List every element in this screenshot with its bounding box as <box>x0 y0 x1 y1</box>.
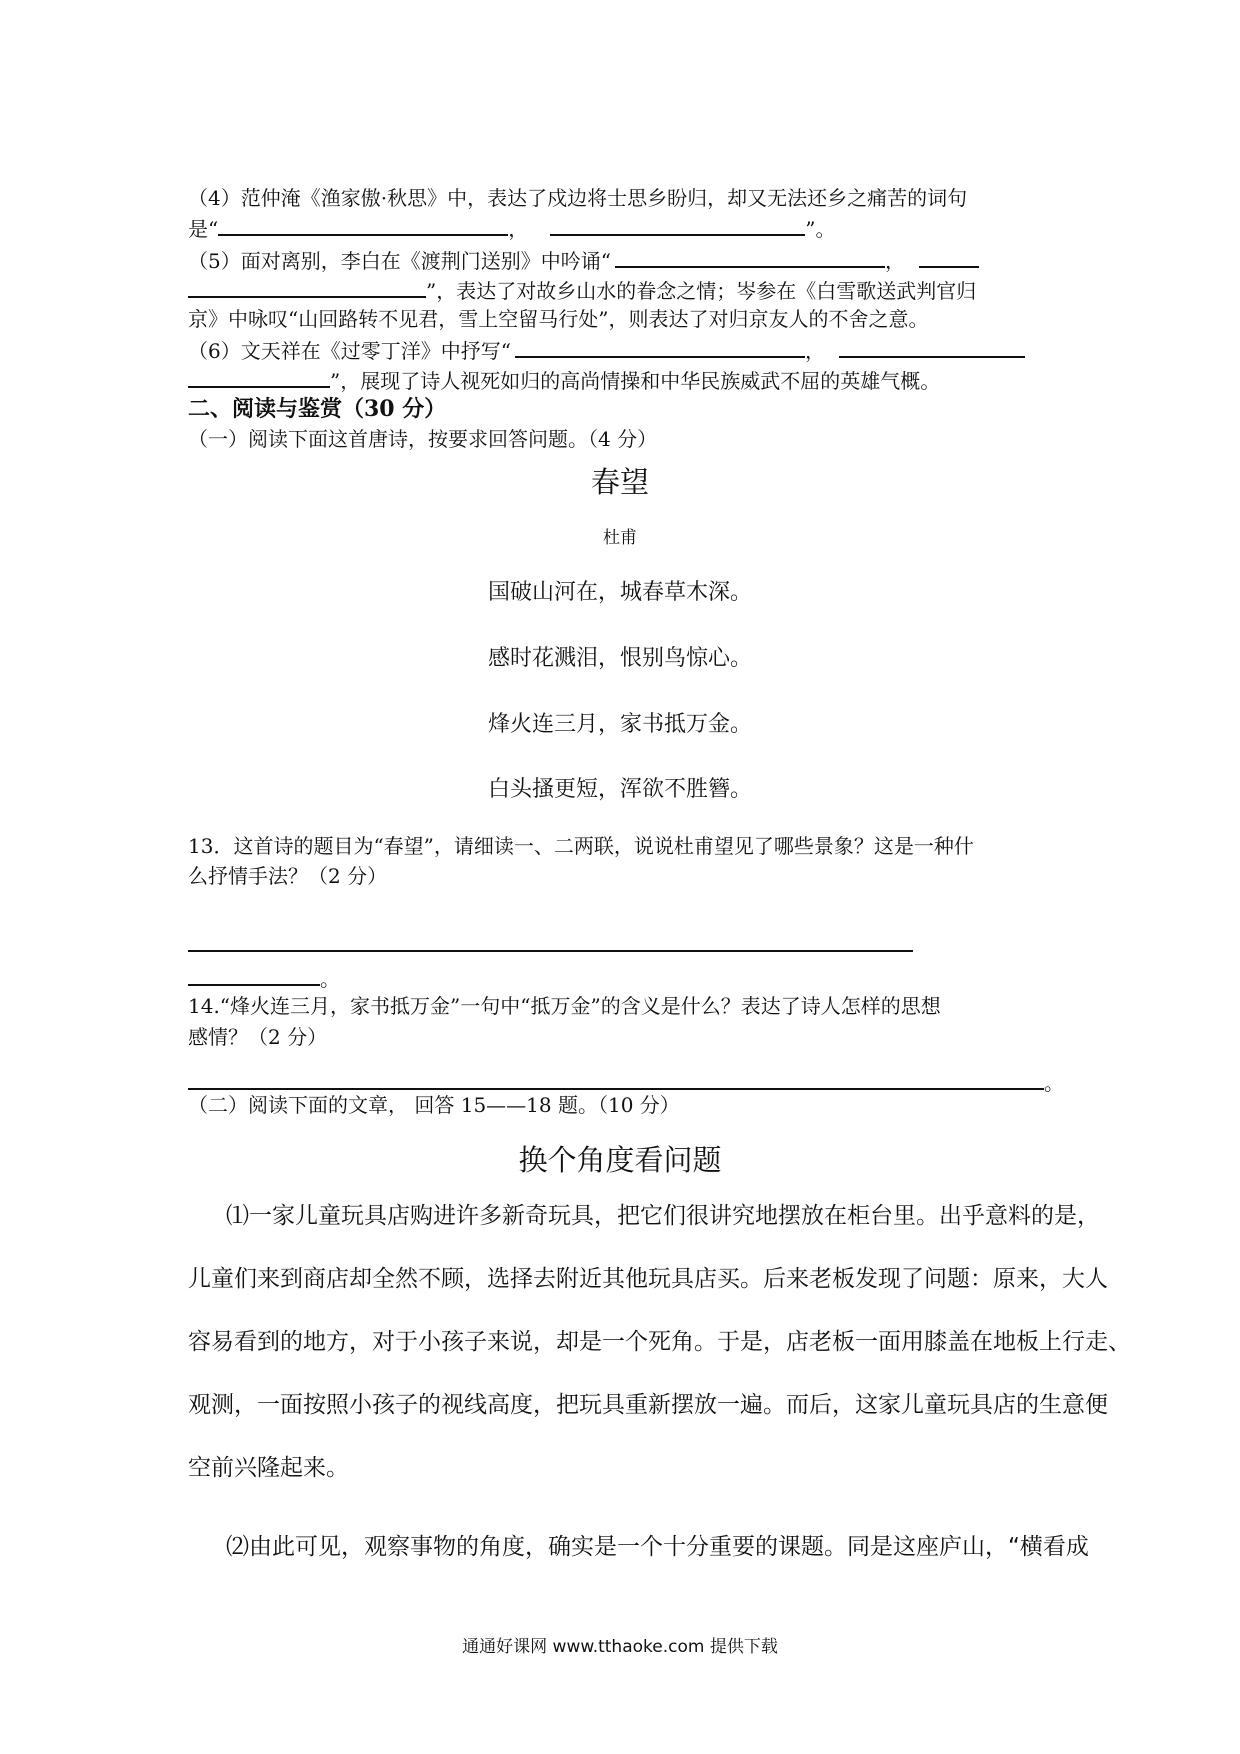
q5-line2 <box>188 274 976 306</box>
poem-line-2: 感时花溅泪，恨别鸟惊心。 <box>487 646 752 671</box>
article-title: 换个角度看问题 <box>518 1143 722 1177</box>
part2-heading: （二）阅读下面的文章， 回答 15——18 题。（10 分） <box>188 1093 680 1117</box>
q4-blank-1[interactable] <box>218 212 508 236</box>
poem-line-3: 烽火连三月，家书抵万金。 <box>487 712 752 737</box>
q13-answer-line-1[interactable] <box>188 950 913 952</box>
q5-comma: ， <box>884 249 905 273</box>
q13-answer-row-2 <box>188 962 340 994</box>
poem-line-1: 国破山河在，城春草木深。 <box>487 580 752 605</box>
q13-end: 。 <box>320 967 340 991</box>
article-line-1: ⑴一家儿童玩具店购进许多新奇玩具，把它们很讲究地摆放在柜台里。出乎意料的是， <box>226 1203 1100 1229</box>
q6-blank-2a[interactable] <box>839 334 1025 358</box>
part1-heading: （一）阅读下面这首唐诗，按要求回答问题。（4 分） <box>188 427 658 451</box>
q13-line1: 13．这首诗的题目为“春望”，请细读一、二两联，说说杜甫望见了哪些景象？这是一种什 <box>188 834 974 858</box>
q13-answer-line-2[interactable] <box>188 962 320 986</box>
q4-blank-2[interactable] <box>550 212 805 236</box>
q6-blank-2b[interactable] <box>188 364 330 388</box>
section2-heading: 二、阅读与鉴赏（30 分） <box>188 396 447 422</box>
q5-line1 <box>188 244 979 276</box>
poem-author: 杜甫 <box>603 528 637 548</box>
q6-blank-1[interactable] <box>515 334 805 358</box>
q13-line2: 么抒情手法？（2 分） <box>188 864 388 888</box>
poem-title: 春望 <box>590 465 649 499</box>
q6-suffix: ”，展现了诗人视死如归的高尚情操和中华民族威武不屈的英雄气概。 <box>330 369 941 393</box>
q14-line2: 感情？（2 分） <box>188 1025 328 1049</box>
q4-suffix: ”。 <box>805 217 836 241</box>
q5-blank-2b[interactable] <box>188 274 426 298</box>
q6-line1 <box>188 334 1025 366</box>
q5-suffix: ”，表达了对故乡山水的眷念之情；岑参在《白雪歌送武判官归 <box>426 279 977 303</box>
q6-line2 <box>188 364 940 396</box>
q5-line3: 京》中咏叹“山回路转不见君，雪上空留马行处”，则表达了对归京友人的不舍之意。 <box>188 307 929 331</box>
q4-comma: ， <box>508 217 529 241</box>
q5-prefix: （5）面对离别，李白在《渡荆门送别》中吟诵“ <box>188 249 611 273</box>
article-line-6: ⑵由此可见，观察事物的角度，确实是一个十分重要的课题。同是这座庐山，“横看成 <box>226 1534 1089 1560</box>
q6-comma: ， <box>804 339 825 363</box>
poem-line-4: 白头搔更短，浑欲不胜簪。 <box>487 777 752 802</box>
article-line-3: 容易看到的地方，对于小孩子来说，却是一个死角。于是，店老板一面用膝盖在地板上行走、 <box>188 1329 1131 1355</box>
article-line-5: 空前兴隆起来。 <box>188 1455 349 1481</box>
q14-line1: 14.“烽火连三月，家书抵万金”一句中“抵万金”的含义是什么？表达了诗人怎样的思想 <box>188 994 941 1018</box>
article-line-4: 观测，一面按照小孩子的视线高度，把玩具重新摆放一遍。而后，这家儿童玩具店的生意便 <box>188 1392 1108 1418</box>
q4-line1: （4）范仲淹《渔家傲·秋思》中，表达了戍边将士思乡盼归，却又无法还乡之痛苦的词句 <box>188 186 968 210</box>
q4-prefix: 是“ <box>188 217 219 241</box>
q4-line2 <box>188 212 835 244</box>
q5-blank-1[interactable] <box>615 244 885 268</box>
footer-watermark: 通通好课网 www.tthaoke.com 提供下载 <box>462 1637 778 1657</box>
q5-blank-2a[interactable] <box>919 244 979 268</box>
q14-answer-line[interactable] <box>188 1066 1044 1090</box>
q14-end: 。 <box>1044 1071 1064 1095</box>
article-line-2: 儿童们来到商店却全然不顾，选择去附近其他玩具店买。后来老板发现了问题：原来，大人 <box>188 1266 1108 1292</box>
q6-prefix: （6）文天祥在《过零丁洋》中抒写“ <box>188 339 511 363</box>
